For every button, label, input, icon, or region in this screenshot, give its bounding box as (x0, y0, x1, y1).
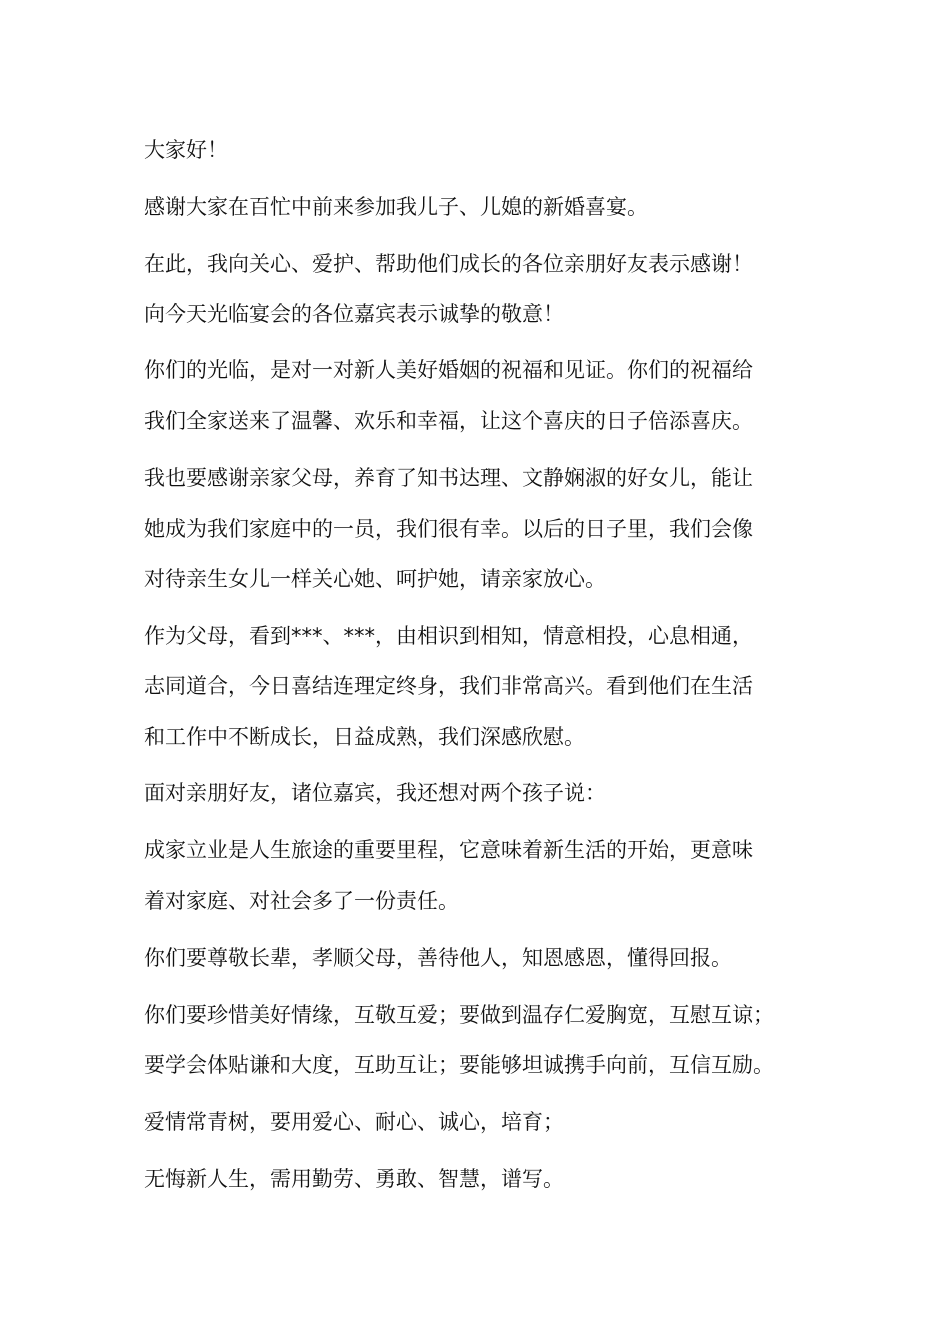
document-body (144, 132, 824, 1192)
greeting-line: 大家好！ (144, 138, 228, 162)
text-line: 要学会体贴谦和大度，互助互让；要能够坦诚携手向前，互信互励。 (144, 1053, 774, 1077)
text-line: 在此，我向关心、爱护、帮助他们成长的各位亲朋好友表示感谢！ (144, 252, 753, 276)
text-line: 对待亲生女儿一样关心她、呵护她，请亲家放心。 (144, 567, 606, 591)
text-line: 和工作中不断成长，日益成熟，我们深感欣慰。 (144, 725, 585, 749)
text-line: 她成为我们家庭中的一员，我们很有幸。以后的日子里，我们会像 (144, 517, 753, 541)
text-line: 着对家庭、对社会多了一份责任。 (144, 889, 459, 913)
text-line: 志同道合，今日喜结连理定终身，我们非常高兴。看到他们在生活 (144, 674, 753, 698)
text-line: 你们要珍惜美好情缘，互敬互爱；要做到温存仁爱胸宽，互慰互谅； (144, 1003, 774, 1027)
text-line: 无悔新人生，需用勤劳、勇敢、智慧，谱写。 (144, 1167, 564, 1191)
text-line: 作为父母，看到***、***，由相识到相知，情意相投，心息相通， (144, 624, 753, 648)
text-line: 你们要尊敬长辈，孝顺父母，善待他人，知恩感恩，懂得回报。 (144, 946, 732, 970)
text-line: 我们全家送来了温馨、欢乐和幸福，让这个喜庆的日子倍添喜庆。 (144, 409, 753, 433)
text-line: 爱情常青树，要用爱心、耐心、诚心，培育； (144, 1110, 564, 1134)
text-line: 你们的光临，是对一对新人美好婚姻的祝福和见证。你们的祝福给 (144, 358, 753, 382)
text-line: 我也要感谢亲家父母，养育了知书达理、文静娴淑的好女儿，能让 (144, 466, 753, 490)
text-line: 面对亲朋好友，诸位嘉宾，我还想对两个孩子说： (144, 781, 606, 805)
text-line: 感谢大家在百忙中前来参加我儿子、儿媳的新婚喜宴。 (144, 195, 648, 219)
text-line: 成家立业是人生旅途的重要里程，它意味着新生活的开始，更意味 (144, 838, 753, 862)
text-line: 向今天光临宴会的各位嘉宾表示诚挚的敬意！ (144, 302, 564, 326)
